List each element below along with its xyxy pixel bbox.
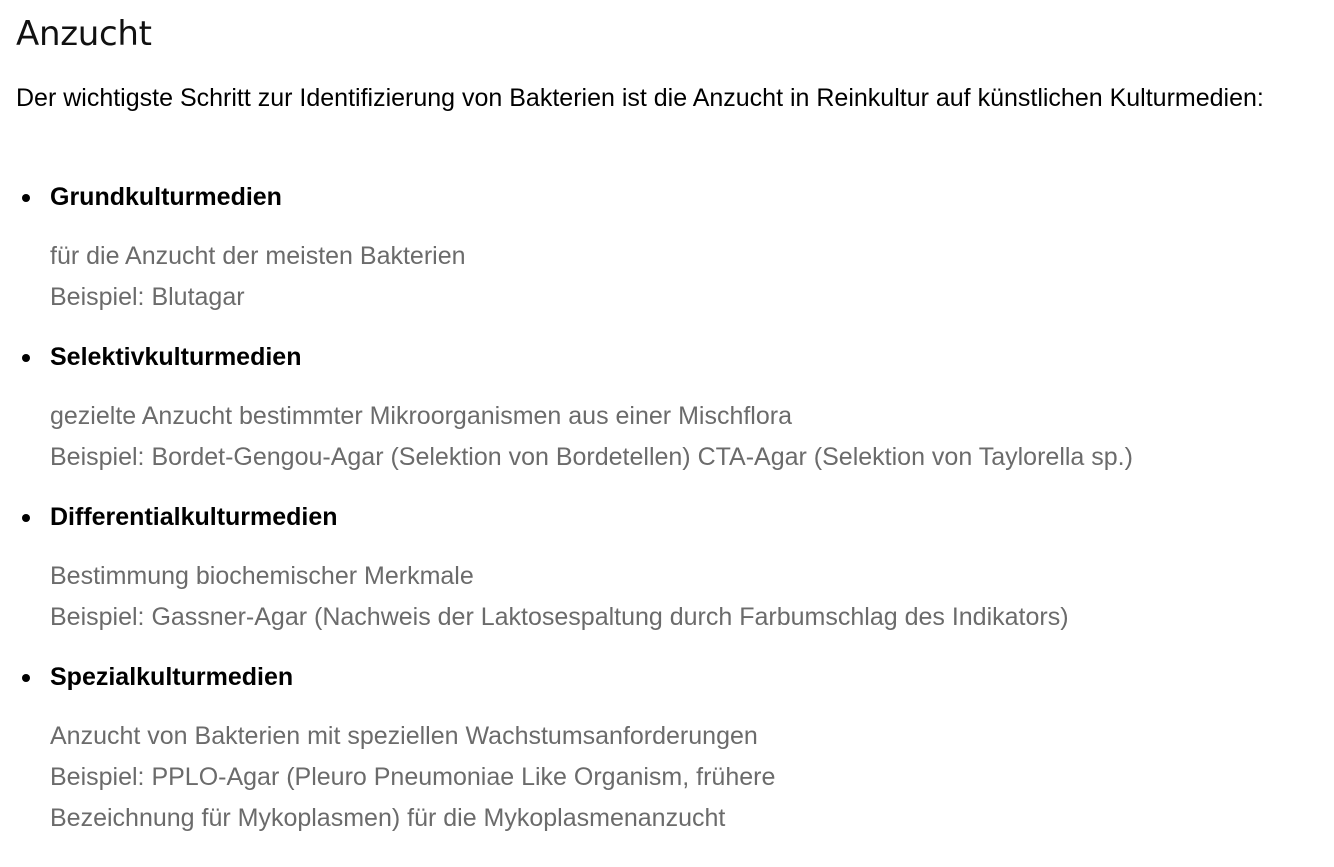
list-item — [16, 176, 1316, 318]
bullet-icon — [22, 194, 30, 202]
bullet-icon — [22, 514, 30, 522]
description-line: für die Anzucht der meisten Bakterien — [50, 242, 466, 270]
culture-media-list — [16, 176, 1316, 857]
example-line-continued: Bezeichnung für Mykoplasmen) für die Mykoplasmenanzucht — [50, 804, 726, 832]
description-line: Anzucht von Bakterien mit speziellen Wachstumsanforderungen — [50, 722, 758, 750]
list-item-description — [50, 716, 1316, 839]
description-line: Bestimmung biochemischer Merkmale — [50, 562, 474, 590]
list-item-description — [50, 556, 1316, 638]
example-line: Beispiel: Bordet-Gengou-Agar (Selektion von Bordetellen) CTA-Agar (Selektion von Taylorella sp.) — [50, 443, 1133, 471]
example-line: Beispiel: Blutagar — [50, 283, 245, 311]
description-line: gezielte Anzucht bestimmter Mikroorganismen aus einer Mischflora — [50, 402, 792, 430]
list-item — [16, 656, 1316, 839]
list-item-title: Selektivkulturmedien — [50, 343, 302, 371]
list-item-description — [50, 236, 1316, 318]
example-line: Beispiel: PPLO-Agar (Pleuro Pneumoniae Like Organism, frühere — [50, 763, 776, 791]
list-item-description — [50, 396, 1316, 478]
list-item — [16, 336, 1316, 478]
intro-paragraph: Der wichtigste Schritt zur Identifizierung von Bakterien ist die Anzucht in Reinkultur auf künstlichen Kulturmedien: — [16, 84, 1264, 112]
list-item — [16, 496, 1316, 638]
bullet-icon — [22, 354, 30, 362]
bullet-icon — [22, 674, 30, 682]
example-line: Beispiel: Gassner-Agar (Nachweis der Laktosespaltung durch Farbumschlag des Indikators) — [50, 603, 1069, 631]
list-item-title: Grundkulturmedien — [50, 183, 282, 211]
page-title: Anzucht — [16, 14, 152, 54]
list-item-title: Differentialkulturmedien — [50, 503, 338, 531]
list-item-title: Spezialkulturmedien — [50, 663, 294, 691]
